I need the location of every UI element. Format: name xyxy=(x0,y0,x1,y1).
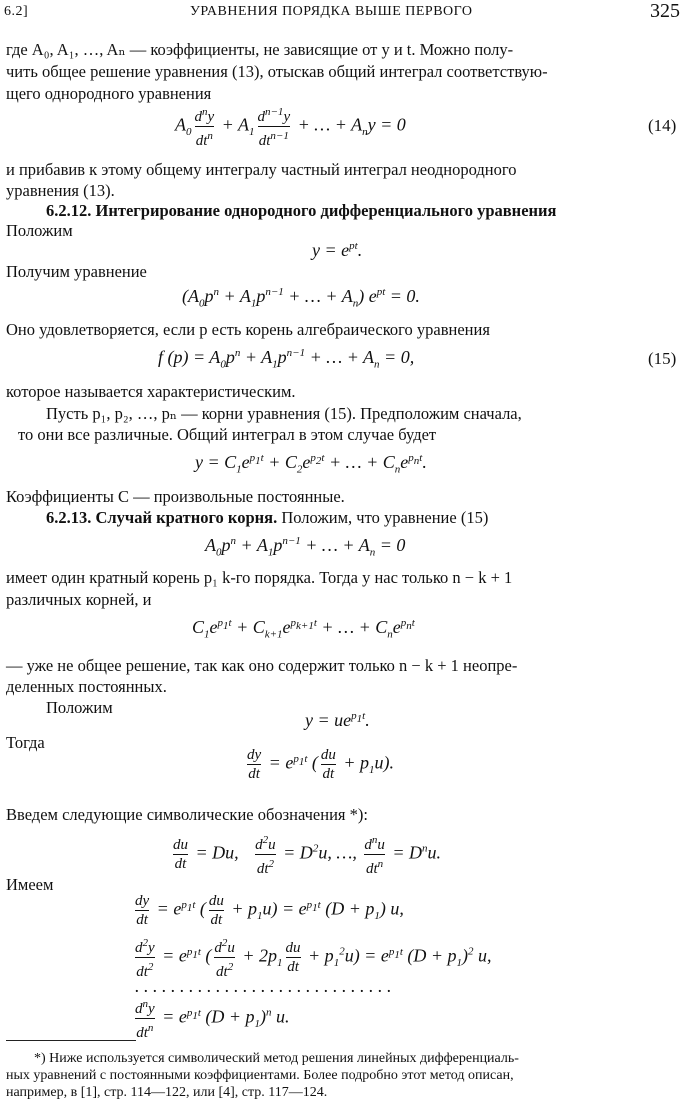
text-line: Коэффициенты C — произвольные постоянные. xyxy=(6,487,345,506)
text-line: Имеем xyxy=(6,875,54,894)
text-line: и прибавив к этому общему интегралу частный интеграл неоднородного xyxy=(6,160,517,179)
equation-partial-solution: $C_1e^{p_1t} + C_{k+1}e^{p_{k+1}t}$ + … + $C_ne^{p_nt}$ xyxy=(192,617,415,641)
text-line: Получим уравнение xyxy=(6,262,147,281)
equation-14: $A_0$ $d^ny$ $dt^n$ + $A_1$ $d^{n-1}y$ $dt^{n-1}$ + … + $A_ny = 0$ xyxy=(175,106,406,149)
equation-number: (14) xyxy=(648,116,677,135)
footnote-rule xyxy=(6,1040,136,1041)
text-line: деленных постоянных. xyxy=(6,677,167,696)
footnote-line: *) Ниже используется символический метод решения линейных дифференциаль- xyxy=(34,1051,519,1066)
footnote-line: ных уравнений с постоянными коэффициентами. Более подробно этот метод описан, xyxy=(6,1068,514,1083)
equation-polynomial: $A_0p^n + A_1p^{n-1}$ + … + $A_n = 0$ xyxy=(205,535,406,559)
text-line: то они все различные. Общий интеграл в этом случае будет xyxy=(18,425,437,444)
text-line: где A₀, A₁, …, Aₙ — коэффициенты, не зависящие от y и t. Можно полу- xyxy=(6,40,514,59)
equation-exp: $y = e^{pt}$. xyxy=(312,240,363,260)
text-line: — уже не общее решение, так как оно содержит только n − k + 1 неопре- xyxy=(6,656,518,675)
equation-symbols: $\frac{du}{dt}$ = Du, $\frac{d^2u}{dt^2}$ = $D^2u$, …, $d^nu$ $dt^n$ = $D^nu$. xyxy=(173,834,441,877)
equation-d1: $\frac{dy}{dt}$ = $e^{p_1t}$ ( $\frac{du}{dt}$ + $p_1u) = e^{p_1t}$ $(D + p_1)$ u, xyxy=(135,893,404,928)
text-line: Оно удовлетворяется, если p есть корень алгебраического уравнения xyxy=(6,320,490,339)
page-number: 325 xyxy=(650,0,680,22)
text-line: щего однородного уравнения xyxy=(6,84,212,103)
text-line: имеет один кратный корень p₁ k-го порядка. Тогда у нас только n − k + 1 xyxy=(6,568,513,587)
equation-characteristic: ($A_0p^n + A_1p^{n-1}$ + … + $A_n$) $e^{pt} = 0$. xyxy=(182,286,420,310)
text-line: Введем следующие символические обозначения *): xyxy=(6,805,368,824)
equation-dn: $d^ny$ $dt^n$ = $e^{p_1t}$ $(D + p_1)^n$ u. xyxy=(135,998,290,1041)
text-line: Тогда xyxy=(6,733,45,752)
text-line: Пусть p₁, p₂, …, pₙ — корни уравнения (15). Предположим сначала, xyxy=(46,404,522,423)
text-line: которое называется характеристическим. xyxy=(6,382,296,401)
section-text: Положим, что уравнение (15) xyxy=(277,508,489,527)
header-section: 6.2] xyxy=(4,4,29,19)
text-line: различных корней, и xyxy=(6,590,152,609)
equation-dots: . . . . . . . . . . . . . . . . . . . . . . . . . . . . . xyxy=(135,976,392,996)
section-heading: 6.2.13. Случай кратного корня. xyxy=(46,508,278,527)
text-line: уравнения (13). xyxy=(6,181,115,200)
equation-general-solution: $y = C_1e^{p_1t} + C_2e^{p_2t}$ + … + $C_ne^{p_nt}$. xyxy=(195,452,427,476)
equation-derivative: $\frac{dy}{dt}$ = $e^{p_1t}$ ( $\frac{du}{dt}$ + $p_1u$). xyxy=(247,747,395,782)
text-line: Положим xyxy=(46,698,113,717)
equation-number: (15) xyxy=(648,349,677,368)
equation-15: f $(p) = A_0p^n + A_1p^{n-1}$ + … + $A_n = 0$, xyxy=(158,347,415,371)
equation-substitution: $y = ue^{p_1t}$. xyxy=(305,710,370,730)
section-line xyxy=(46,508,488,528)
equation-d2: $\frac{d^2y}{dt^2}$ = $e^{p_1t}$ ( $\frac{d^2u}{dt^2}$ + $2p_1$ $\frac{du}{dt}$ + $p_1^2u) = e^{p_1t}$ $(D + p_1)^2$ u, xyxy=(135,937,492,980)
header-title: УРАВНЕНИЯ ПОРЯДКА ВЫШЕ ПЕРВОГО xyxy=(190,4,473,19)
footnote-line: например, в [1], стр. 114—122, или [4], стр. 117—124. xyxy=(6,1085,328,1100)
text-line: Положим xyxy=(6,221,73,240)
text-line: чить общее решение уравнения (13), отыскав общий интеграл соответствую- xyxy=(6,62,548,81)
section-heading: 6.2.12. Интегрирование однородного дифференциального уравнения xyxy=(46,201,557,220)
